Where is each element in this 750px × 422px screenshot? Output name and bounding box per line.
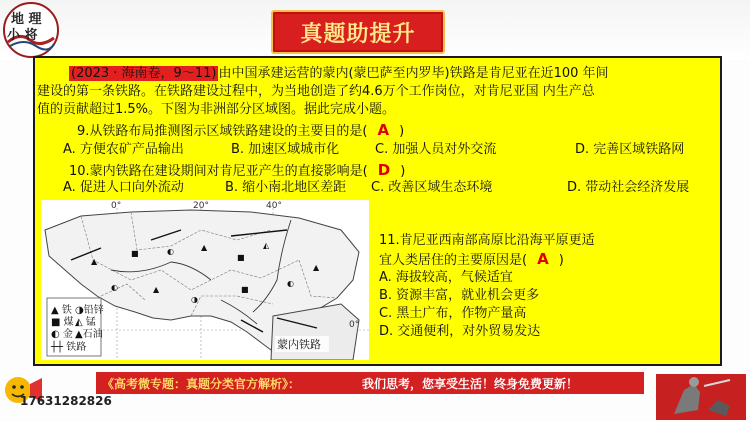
- logo-text-line2: 小 将: [7, 28, 38, 43]
- legend-label: 铅锌: [83, 305, 104, 316]
- railway-label: 蒙内铁路: [277, 338, 321, 351]
- legend-label: 煤: [63, 317, 74, 328]
- q9-stem: [77, 122, 404, 140]
- q10-option-d[interactable]: D. 带动社会经济发展: [567, 180, 690, 195]
- svg-text:■: ■: [241, 285, 249, 294]
- contact-phone: 17631282826: [20, 394, 112, 408]
- legend-symbol: ▲: [51, 305, 59, 316]
- intro-line1-text: 由中国承建运营的蒙内(蒙巴萨至内罗毕)铁路是肯尼亚在近100 年间: [218, 66, 609, 81]
- lon-label-0: 0°: [111, 201, 122, 211]
- q10-answer: D: [377, 161, 391, 179]
- q11-stem-line1: 11.肯尼亚西南部高原比沿海平原更适: [379, 233, 595, 248]
- legend-symbol: ▲: [75, 329, 83, 340]
- legend-symbol: ◭: [75, 317, 83, 328]
- legend-label: 石油: [82, 329, 103, 340]
- africa-map: [41, 200, 369, 360]
- legend-item-iron: [51, 303, 72, 316]
- svg-text:▲: ▲: [91, 257, 98, 266]
- legend-label: 锰: [85, 317, 96, 328]
- q9-close: ): [399, 124, 405, 139]
- q10-option-a[interactable]: A. 促进人口向外流动: [63, 180, 184, 195]
- q11-stem-line2: [379, 251, 564, 269]
- q11-option-a[interactable]: A. 海拔较高，气候适宜: [379, 270, 513, 285]
- q9-option-d[interactable]: D. 完善区域铁路网: [575, 142, 685, 157]
- lon-label-40: 40°: [266, 201, 282, 211]
- africa-map-svg: [41, 200, 369, 360]
- q10-option-c[interactable]: C. 改善区域生态环境: [371, 180, 493, 195]
- q11-option-d[interactable]: D. 交通便利，对外贸易发达: [379, 324, 541, 339]
- legend-label: 铁路: [66, 342, 87, 353]
- q9-answer: A: [377, 121, 390, 139]
- legend-symbol: ■: [51, 317, 61, 328]
- svg-text:■: ■: [237, 253, 245, 262]
- q10-close: ): [400, 164, 406, 179]
- footer-banner: [96, 372, 644, 394]
- q10-stem: [69, 162, 405, 180]
- lat-label-0: 0°: [349, 320, 360, 330]
- lon-label-20: 20°: [193, 201, 209, 211]
- svg-text:◭: ◭: [263, 241, 270, 250]
- logo: [2, 2, 60, 58]
- footer-brand: 《高考微专题：真题分类官方解析》：: [102, 377, 301, 391]
- intro-line1: [69, 66, 609, 82]
- legend-item-gold: [51, 327, 73, 340]
- legend-item-coal: [51, 315, 74, 328]
- q11-option-b[interactable]: B. 资源丰富，就业机会更多: [379, 288, 540, 303]
- q10-option-b[interactable]: B. 缩小南北地区差距: [225, 180, 347, 195]
- q11-option-c[interactable]: C. 黑土广布，作物产量高: [379, 306, 527, 321]
- q9-option-a[interactable]: A. 方便农矿产品输出: [63, 142, 184, 157]
- legend-item-manganese: [75, 315, 96, 328]
- legend-symbol: ┼┼: [51, 342, 64, 353]
- legend-label: 金: [62, 329, 73, 340]
- legend-item-lead-zinc: [75, 303, 104, 316]
- legend-item-railway: [50, 340, 86, 353]
- legend-label: 铁: [61, 305, 72, 316]
- svg-text:◑: ◑: [191, 295, 198, 304]
- intro-line2: 建设的第一条铁路。在铁路建设过程中，为当地创造了约4.6万个工作岗位，对肯尼亚国 内生产总: [37, 84, 595, 99]
- q9-stem-text: 9.从铁路布局推测图示区域铁路建设的主要目的是(: [77, 124, 368, 139]
- svg-text:▲: ▲: [201, 243, 208, 252]
- source-tag: (2023 · 海南卷，9～11): [71, 66, 217, 81]
- svg-text:◐: ◐: [167, 247, 174, 256]
- question-panel: [33, 56, 722, 366]
- legend-symbol: ◐: [51, 329, 60, 340]
- svg-text:▲: ▲: [313, 263, 320, 272]
- knight-icon: [654, 370, 748, 422]
- footer-slogan: 我们思考，您享受生活！终身免费更新！: [362, 377, 579, 391]
- intro-line3: 值的贡献超过1.5%。下图为非洲部分区域图。据此完成小题。: [37, 102, 396, 117]
- q11-answer: A: [537, 250, 549, 268]
- legend-item-oil: [75, 327, 103, 340]
- q10-stem-text: 10.蒙内铁路在建设期间对肯尼亚产生的直接影响是(: [69, 164, 368, 179]
- logo-text-line1: 地 理: [11, 12, 42, 27]
- q11-close: ): [558, 253, 564, 268]
- q9-option-c[interactable]: C. 加强人员对外交流: [375, 142, 497, 157]
- svg-text:■: ■: [131, 249, 139, 258]
- legend-symbol: ◑: [75, 305, 84, 316]
- svg-text:◐: ◐: [287, 279, 294, 288]
- q9-option-b[interactable]: B. 加速区域城市化: [231, 142, 340, 157]
- svg-text:▲: ▲: [153, 285, 160, 294]
- page-title-box: [271, 10, 445, 54]
- svg-text:◐: ◐: [111, 283, 118, 292]
- page-title: 真题助提升: [300, 21, 416, 47]
- q11-stem-text: 宜人类居住的主要原因是(: [379, 253, 528, 268]
